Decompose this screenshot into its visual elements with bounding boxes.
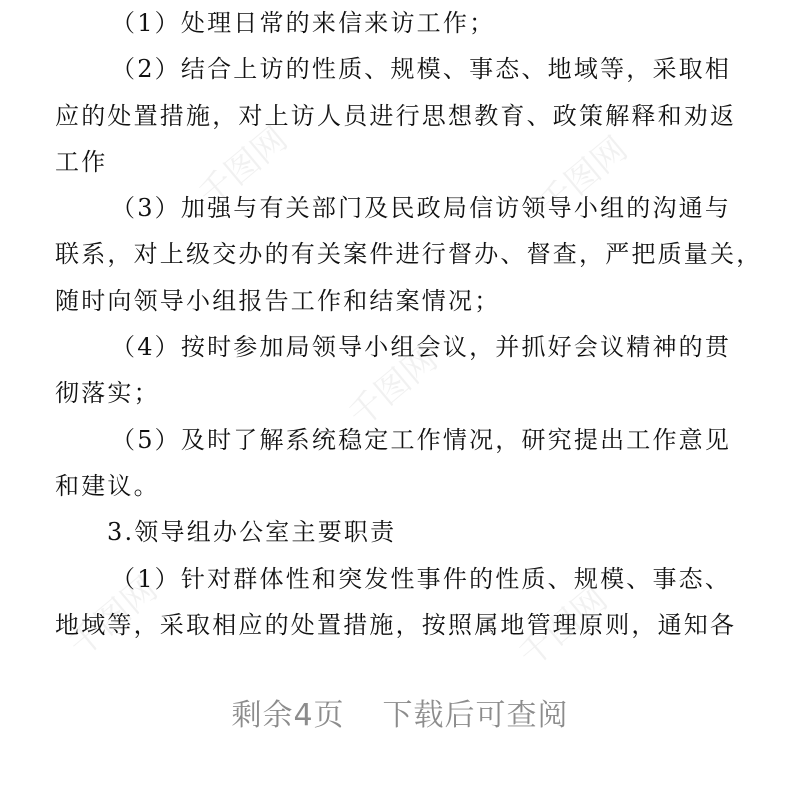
paragraph-line: （4）按时参加局领导小组会议，并抓好会议精神的贯 bbox=[111, 333, 732, 362]
paragraph-line: 联系，对上级交办的有关案件进行督办、督查，严把质量关， bbox=[55, 240, 763, 269]
paragraph-line: 随时向领导小组报告工作和结案情况； bbox=[55, 286, 501, 315]
watermark: 千图网 bbox=[341, 339, 446, 436]
paragraph-line: 工作 bbox=[55, 147, 108, 176]
watermark: 千图网 bbox=[61, 569, 166, 666]
download-prompt-banner[interactable] bbox=[0, 690, 800, 734]
paragraph-line: （2）结合上访的性质、规模、事态、地域等，采取相 bbox=[111, 55, 732, 84]
paragraph-line: （5）及时了解系统稳定工作情况，研究提出工作意见 bbox=[111, 425, 732, 454]
paragraph-line: 地域等，采取相应的处置措施，按照属地管理原则，通知各 bbox=[55, 610, 737, 639]
watermark: 千图网 bbox=[191, 119, 296, 216]
watermark: 千图网 bbox=[531, 129, 636, 226]
paragraph-line: 和建议。 bbox=[55, 471, 160, 500]
remaining-pages-label: 剩余4页 bbox=[231, 698, 345, 733]
paragraph-line: 彻落实； bbox=[55, 379, 160, 408]
section-heading: 3.领导组办公室主要职责 bbox=[107, 518, 397, 547]
paragraph-line: （3）加强与有关部门及民政局信访领导小组的沟通与 bbox=[111, 194, 732, 223]
paragraph-line: 应的处置措施，对上访人员进行思想教育、政策解释和劝返 bbox=[55, 101, 737, 130]
paragraph-line: （1）处理日常的来信来访工作； bbox=[111, 9, 496, 37]
paragraph-line: （1）针对群体性和突发性事件的性质、规模、事态、 bbox=[111, 564, 732, 593]
document-body bbox=[55, 0, 763, 648]
download-to-view-label: 下载后可查阅 bbox=[382, 698, 569, 733]
watermark: 千图网 bbox=[511, 579, 616, 676]
